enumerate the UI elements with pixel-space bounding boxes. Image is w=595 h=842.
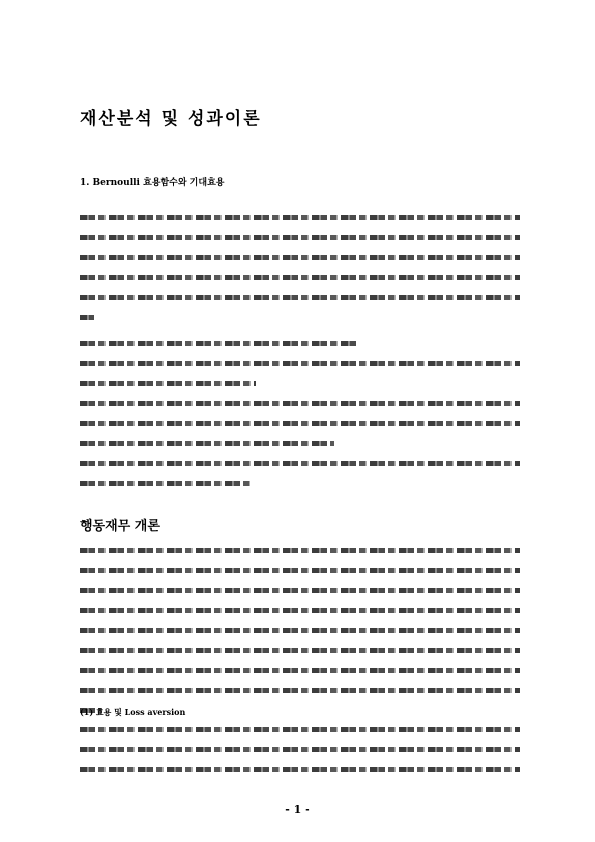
text-line [80, 681, 520, 701]
body-paragraph [80, 720, 520, 780]
body-paragraph [80, 334, 520, 494]
text-line [80, 208, 520, 228]
body-paragraph [80, 541, 520, 721]
text-line [80, 454, 520, 474]
text-line [80, 248, 520, 268]
document-title: 재산분석 및 성과이론 [80, 109, 262, 129]
text-line [80, 228, 520, 248]
text-line [80, 740, 520, 760]
section-subtitle: 1. Bernoulli 효용함수와 기대효용 [80, 178, 225, 188]
text-line [80, 541, 520, 561]
text-line [80, 334, 520, 354]
subsection-heading: (1) 효용 및 Loss aversion [80, 707, 186, 717]
text-line [80, 641, 520, 661]
text-line [80, 394, 520, 414]
text-line [80, 354, 520, 374]
body-paragraph [80, 208, 520, 328]
text-line [80, 760, 520, 780]
text-line [80, 621, 520, 641]
text-line [80, 474, 520, 494]
text-line [80, 561, 520, 581]
text-line [80, 268, 520, 288]
text-line [80, 601, 520, 621]
text-line [80, 374, 520, 394]
text-line [80, 581, 520, 601]
text-line [80, 288, 520, 308]
text-line [80, 661, 520, 681]
text-line [80, 414, 520, 434]
section-heading: 행동재무 개론 [80, 519, 160, 534]
text-line [80, 720, 520, 740]
text-line [80, 434, 520, 454]
page-number: - 1 - [285, 803, 310, 816]
text-line [80, 308, 520, 328]
